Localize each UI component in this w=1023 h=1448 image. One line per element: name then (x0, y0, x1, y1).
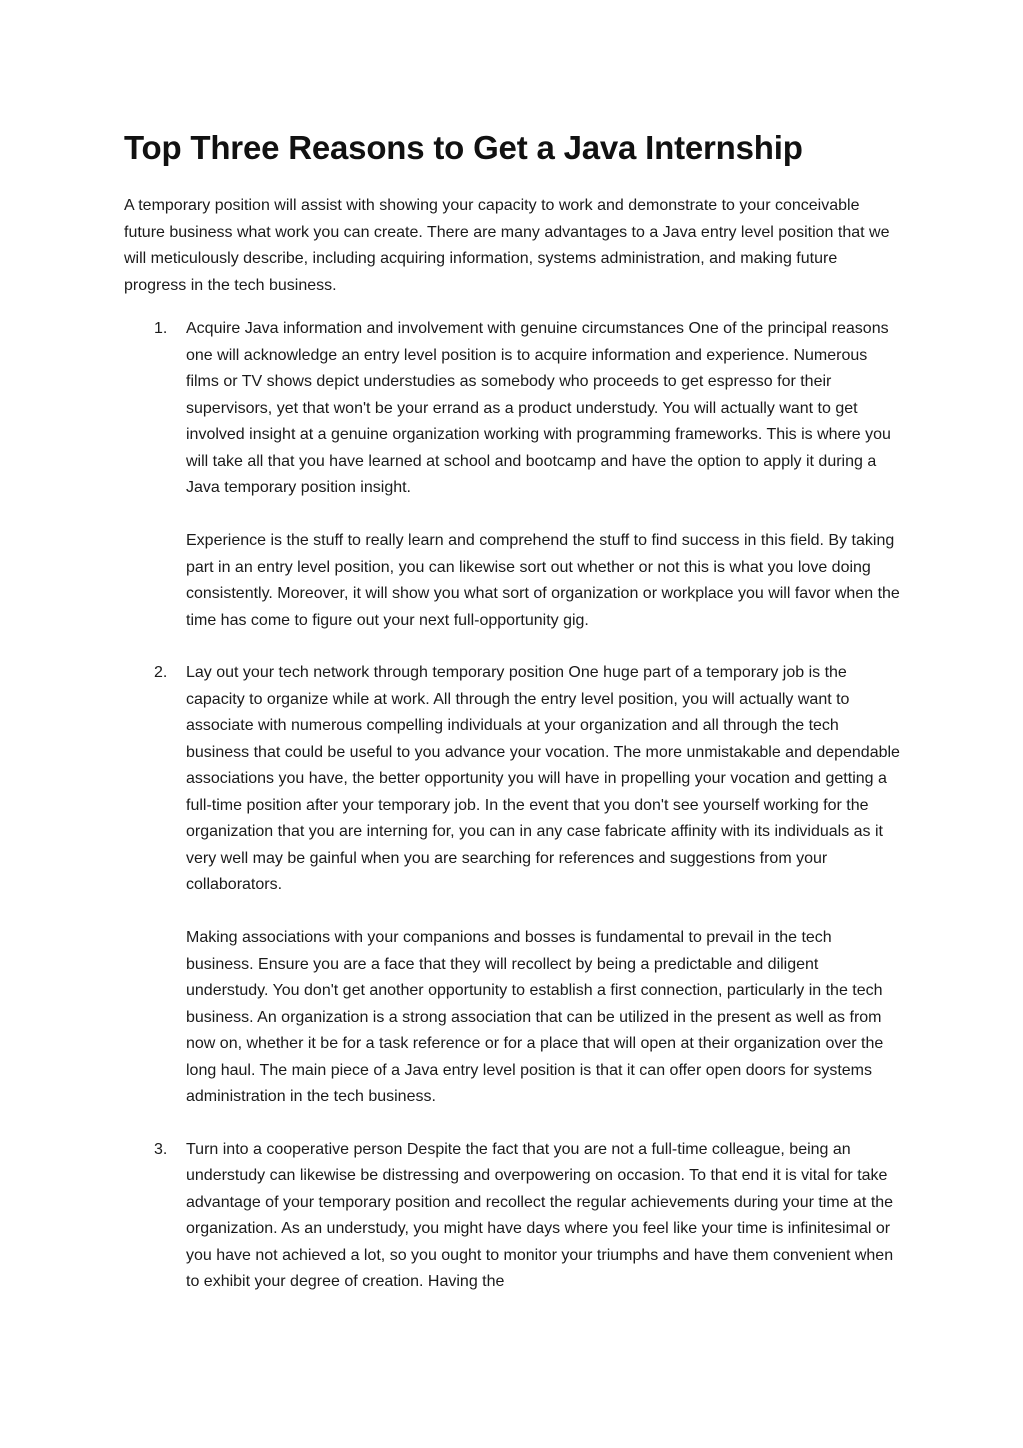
list-item-paragraph: Acquire Java information and involvement with genuine circumstances One of the principal reasons one will acknowledge an entry level position is to acquire information and experience. Numerous films or TV shows depict understudies as somebody who proceeds to get espresso for their supervisors, yet that won't be your errand as a product understudy. You will actually want to get involved insight at a genuine organization working with programming frameworks. This is where you will take all that you have learned at school and bootcamp and have the option to apply it during a Java temporary position insight. (186, 320, 891, 496)
list-item-number: 2. (154, 664, 168, 681)
list-item-number: 1. (154, 320, 168, 337)
intro-paragraph: A temporary position will assist with showing your capacity to work and demonstrate to your conceivable future business what work you can create. There are many advantages to a Java entry level position that we will meticulously describe, including acquiring information, systems administration, and making future progress in the tech business. (124, 197, 890, 294)
list-item-paragraph: Lay out your tech network through temporary position One huge part of a temporary job is the capacity to organize while at work. All through the entry level position, you will actually want to associate with numerous compelling individuals at your organization and all through the tech business that could be useful to you advance your vocation. The more unmistakable and dependable associations you have, the better opportunity you will have in propelling your vocation and getting a full-time position after your temporary job. In the event that you don't see yourself working for the organization that you are interning for, you can in any case fabricate affinity with its individuals as it very well may be gainful when you are searching for references and suggestions from your collaborators. (186, 664, 900, 893)
list-item (124, 1137, 904, 1296)
list-item-paragraph: Making associations with your companions and bosses is fundamental to prevail in the tech business. Ensure you are a face that they will recollect by being a predictable and diligent understudy. You don't get another opportunity to establish a first connection, particularly in the tech business. An organization is a strong association that can be utilized in the present as well as from now on, whether it be for a task reference or for a place that will open at their organization over the long haul. The main piece of a Java entry level position is that it can offer open doors for systems administration in the tech business. (186, 929, 884, 1105)
list-item-paragraph: Turn into a cooperative person Despite the fact that you are not a full-time colleague, being an understudy can likewise be distressing and overpowering on occasion. To that end it is vital for take advantage of your temporary position and recollect the regular achievements during your time at the organization. As an understudy, you might have days where you feel like your time is infinitesimal or you have not achieved a lot, so you ought to monitor your triumphs and have them convenient when to exhibit your degree of creation. Having the (186, 1140, 894, 1290)
reasons-list (124, 316, 904, 1322)
list-item-paragraph: Experience is the stuff to really learn and comprehend the stuff to find success in this field. By taking part in an entry level position, you can likewise sort out whether or not this is what you love doing consistently. Moreover, it will show you what sort of organization or workplace you will favor when the time has come to figure out your next full-opportunity gig. (186, 532, 900, 629)
list-item (124, 660, 904, 1111)
page-title: Top Three Reasons to Get a Java Internship (124, 129, 803, 166)
list-item-number: 3. (154, 1140, 168, 1158)
list-item (124, 316, 904, 634)
